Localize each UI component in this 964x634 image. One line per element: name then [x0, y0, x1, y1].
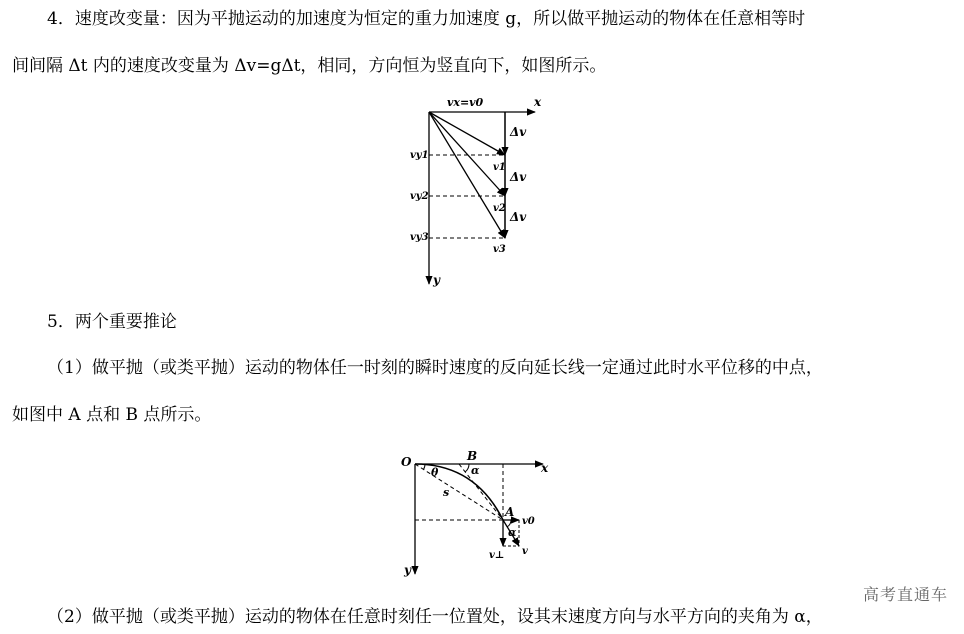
paragraph-5-line-2: 如图中 A 点和 B 点所示。: [12, 405, 212, 425]
label-v2: v2: [493, 203, 506, 214]
label-theta: θ: [431, 466, 439, 479]
label-point-b: B: [467, 449, 478, 463]
label-alpha-b: α: [471, 464, 480, 477]
watermark: 高考直通车: [862, 585, 948, 604]
label-x-axis: x: [534, 95, 542, 109]
label-x-axis: x: [541, 461, 549, 475]
paragraph-4-line-1: 4．速度改变量：因为平抛运动的加速度为恒定的重力加速度 g，所以做平抛运动的物体在任意相等时: [47, 9, 806, 29]
label-vy1: vy1: [410, 150, 429, 161]
label-v3: v3: [493, 244, 506, 255]
label-origin-o: O: [401, 455, 412, 469]
figure-velocity-change: [395, 92, 555, 292]
label-v1: v1: [493, 162, 506, 173]
label-vy2: vy2: [410, 191, 429, 202]
label-v-perp: v⊥: [489, 550, 505, 561]
label-point-a: A: [505, 505, 515, 519]
label-delta-v-1: Δv: [510, 125, 527, 139]
label-delta-v-2: Δv: [510, 170, 527, 184]
label-y-axis: y: [404, 563, 411, 577]
label-v0: v0: [522, 516, 535, 527]
label-s: s: [443, 486, 450, 499]
paragraph-4-line-2: 间间隔 Δt 内的速度改变量为 Δv=gΔt，相同，方向恒为竖直向下，如图所示。: [12, 56, 607, 76]
label-vy3: vy3: [410, 232, 429, 243]
label-y-axis: y: [433, 273, 440, 287]
velocity-vectors: [429, 112, 505, 238]
paragraph-6-line-1: （2）做平抛（或类平抛）运动的物体在任意时刻任一位置处，设其末速度方向与水平方向的夹角为 α，: [47, 607, 823, 627]
label-alpha-a: α: [508, 526, 517, 539]
label-vx-v0: vx=v0: [447, 96, 484, 109]
figure-projectile-inference: [395, 444, 565, 579]
label-v: v: [522, 546, 528, 557]
paragraph-5-heading: 5．两个重要推论: [47, 312, 177, 332]
label-delta-v-3: Δv: [510, 210, 527, 224]
paragraph-5-line-1: （1）做平抛（或类平抛）运动的物体任一时刻的瞬时速度的反向延长线一定通过此时水平位移的中点，: [47, 358, 823, 378]
